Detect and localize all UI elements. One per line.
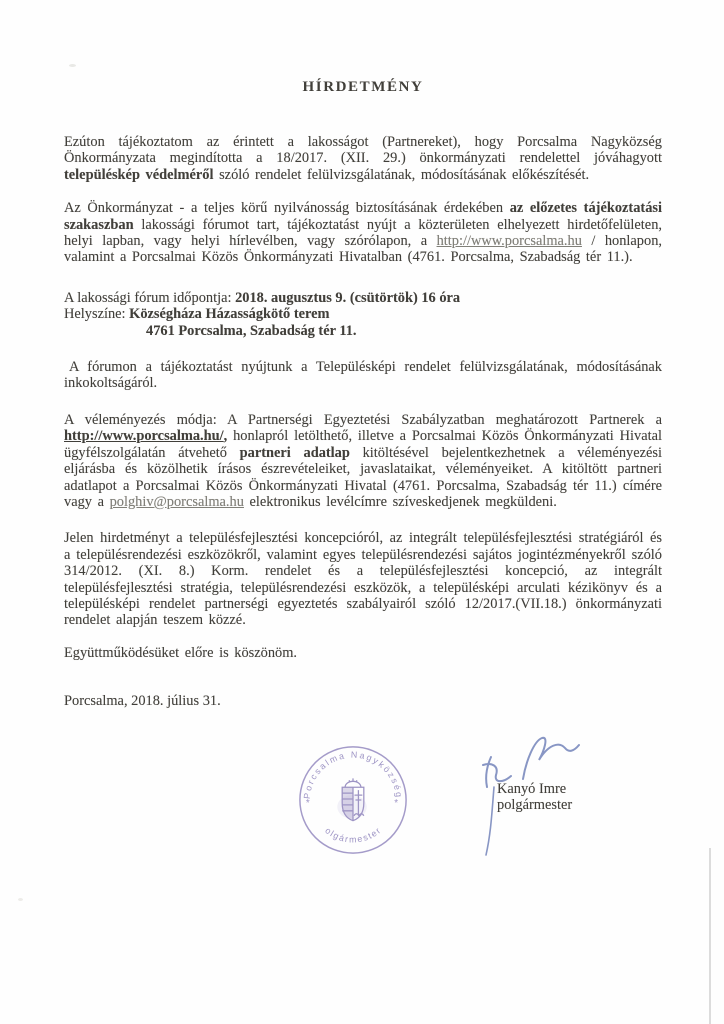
official-stamp bbox=[294, 741, 412, 859]
text-run: Együttműködésüket előre is köszönöm. bbox=[64, 644, 298, 661]
link-text: polghiv@porcsalma.hu bbox=[109, 493, 244, 510]
public-info bbox=[64, 200, 662, 266]
stamp-top-text: Porcsalma Nagyközség bbox=[301, 749, 405, 800]
text-run: A lakossági fórum időpontja: bbox=[64, 289, 236, 306]
detail-line bbox=[64, 323, 662, 339]
text-run: , bbox=[223, 428, 228, 445]
stamp-bottom-text: Polgármestere bbox=[323, 792, 384, 845]
text-run: Helyszíne: bbox=[64, 306, 130, 323]
signer-name: Kanyó Imre bbox=[497, 781, 567, 797]
stamp-left-star-icon: * bbox=[305, 797, 310, 809]
text-run: A véleményezés módja: A Partnerségi Egyeztetési Szabályzatban meghatározott Partnerek a bbox=[64, 411, 662, 428]
link-text: http://www.porcsalma.hu bbox=[436, 233, 582, 250]
scan-smudge bbox=[18, 898, 23, 901]
legal-basis bbox=[64, 530, 662, 628]
text-run: honlapról letölthető, illetve a Porcsalmai Közös Önkormányzati Hivatal ügyfélszolgálatán átvehető bbox=[64, 428, 662, 461]
text-run: / honlapon, valamint a Porcsalmai Közös Önkormányzati Hivatalban (4761. Porcsalma, Szabadság tér 11.). bbox=[64, 233, 662, 266]
text-run: Jelen hirdetményt a településfejlesztési koncepcióról, az integrált településfejlesztési stratégiáról és a településrendezési eszközökről, valamint egyes településrendezési sajátos jogintézményekről szóló 314/2012. (XI. 8.) Korm. rendelet és a településfejlesztési koncepció, az integrált településfejlesztési stratégia, településrendezési eszközök, a településképi arculati kézikönyv és a településképi rendelet partnerségi egyeztetés szabályairól szóló 12/2017.(VII.18.) önkormányzati rendelet alapján teszem közzé. bbox=[64, 530, 662, 629]
intro bbox=[64, 134, 662, 183]
text-run: elektronikus levélcímre szíveskedjenek megküldeni. bbox=[243, 493, 557, 510]
scan-smudge bbox=[69, 64, 76, 67]
coat-of-arms-icon bbox=[337, 778, 367, 820]
link-text: http://www.porcsalma.hu/ bbox=[64, 428, 224, 445]
forum-purpose bbox=[64, 359, 662, 392]
text-run: kitöltésével bejelentkezhetnek a véleményezési eljárásba és közölhetik írásos észrevételeiket, javaslataikat, véleményeiket. A kitöltött partneri adatlapot a Porcsalmai Közös Önkormányzati Hivatal (4761. Porcsalma, Szabadság tér 11.) címére vagy a bbox=[64, 444, 662, 510]
text-run: 2018. augusztus 9. (csütörtök) 16 óra bbox=[235, 289, 461, 306]
text-run: településkép védelméről bbox=[64, 166, 214, 183]
thanks bbox=[64, 645, 662, 661]
detail-line bbox=[64, 290, 662, 306]
opinion-method bbox=[64, 412, 662, 510]
text-run: Az Önkormányzat - a teljes körű nyilvánosság biztosításának érdekében bbox=[64, 200, 510, 217]
signer-title: polgármester bbox=[497, 797, 573, 814]
date-line: Porcsalma, 2018. július 31. bbox=[64, 693, 221, 710]
text-run: 4761 Porcsalma, Szabadság tér 11. bbox=[146, 322, 357, 339]
stamp-right-star-icon: * bbox=[394, 797, 399, 809]
text-run: A fórumon a tájékoztatást nyújtunk a Településképi rendelet felülvizsgálatának, módosításának inkokoltságáról. bbox=[64, 359, 662, 392]
forum-details bbox=[64, 290, 662, 339]
text-run: Községháza Házasságkötő terem bbox=[129, 306, 330, 323]
page-title: HÍRDETMÉNY bbox=[302, 79, 424, 95]
signature-block bbox=[497, 781, 572, 814]
text-run: az előzetes tájékoztatási szakaszban bbox=[64, 200, 662, 233]
document-body bbox=[64, 0, 662, 710]
text-run: szóló rendelet felülvizsgálatának, módosításának előkészítését. bbox=[213, 166, 590, 183]
scan-edge-artifact bbox=[709, 848, 711, 1024]
text-run: lakossági fórumot tart, tájékoztatást nyújt a közterületen elhelyezett hirdetőfelületen, helyi lapban, vagy helyi hírlevélben, vagy szórólapon, a bbox=[64, 216, 662, 250]
text-run: Ezúton tájékoztatom az érintett a lakosságot (Partnereket), hogy Porcsalma Nagyközség Önkormányzata megindította a 18/2017. (XII. 29.) önkormányzati rendelettel jóváhagyott bbox=[64, 134, 662, 167]
detail-line bbox=[64, 306, 662, 322]
text-run: partneri adatlap bbox=[239, 444, 350, 461]
